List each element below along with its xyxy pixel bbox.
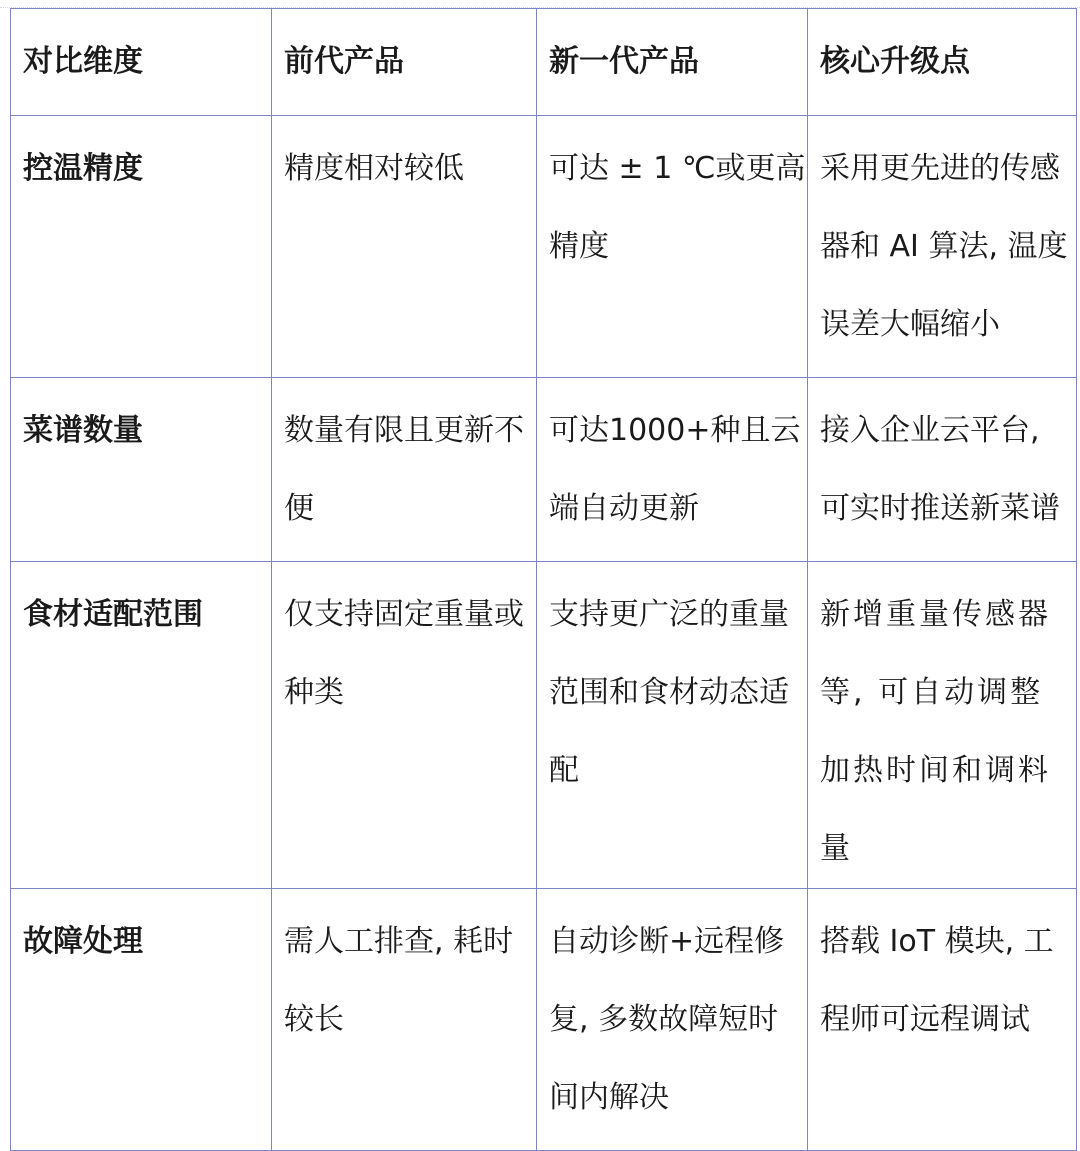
cell-previous: 精度相对较低 bbox=[272, 116, 537, 378]
cell-dimension: 控温精度 bbox=[11, 116, 272, 378]
header-upgrade: 核心升级点 bbox=[808, 9, 1077, 116]
header-dimension: 对比维度 bbox=[11, 9, 272, 116]
cell-upgrade: 新增重量传感器等, 可自动调整加热时间和调料量 bbox=[808, 562, 1077, 889]
cell-upgrade: 采用更先进的传感器和 AI 算法, 温度误差大幅缩小 bbox=[808, 116, 1077, 378]
header-previous: 前代产品 bbox=[272, 9, 537, 116]
comparison-table bbox=[10, 8, 1077, 1151]
cell-previous: 仅支持固定重量或种类 bbox=[272, 562, 537, 889]
cell-previous: 数量有限且更新不便 bbox=[272, 378, 537, 562]
cell-new: 可达1000+种且云端自动更新 bbox=[537, 378, 808, 562]
cell-upgrade: 接入企业云平台, 可实时推送新菜谱 bbox=[808, 378, 1077, 562]
cell-dimension: 菜谱数量 bbox=[11, 378, 272, 562]
cell-new: 支持更广泛的重量范围和食材动态适配 bbox=[537, 562, 808, 889]
table-row bbox=[11, 562, 1077, 889]
cell-dimension: 食材适配范围 bbox=[11, 562, 272, 889]
table-row bbox=[11, 378, 1077, 562]
table-row bbox=[11, 116, 1077, 378]
table-header-row bbox=[11, 9, 1077, 116]
table-row bbox=[11, 889, 1077, 1151]
cell-previous: 需人工排查, 耗时较长 bbox=[272, 889, 537, 1151]
cell-upgrade: 搭载 IoT 模块, 工程师可远程调试 bbox=[808, 889, 1077, 1151]
header-new: 新一代产品 bbox=[537, 9, 808, 116]
cell-dimension: 故障处理 bbox=[11, 889, 272, 1151]
top-divider bbox=[0, 0, 1080, 8]
cell-new: 自动诊断+远程修复, 多数故障短时间内解决 bbox=[537, 889, 808, 1151]
cell-new: 可达 ± 1 ℃或更高精度 bbox=[537, 116, 808, 378]
